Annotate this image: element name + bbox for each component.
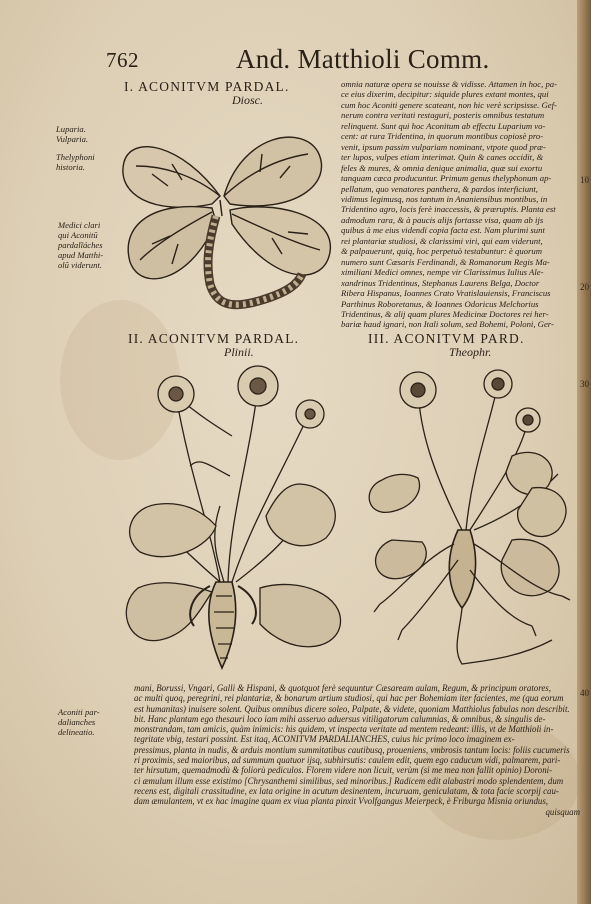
text-line: pressimus, planta in nudis, & arduis montium summitatibus cautibusq, proueniens, vmbrosis tantum locis: foliis cucumeris	[134, 744, 570, 755]
page-number: 762	[106, 48, 139, 72]
text-line: omnia naturæ opera se nouisse & vidisse. Attamen in hoc, pa-	[341, 79, 558, 89]
plant-woodcut-daisy-flowers-icon	[120, 356, 348, 676]
text-line: & palpauerunt, quiq, hoc perpetuò testabuntur: è quorum	[341, 246, 543, 257]
text-line: ter hirsutum, quemadmodù & foliorù pediculos. Florem videre non licuit, verùm (si me mea non fallit opinio) Doroni-	[134, 765, 553, 776]
text-line: tanquam cæca producuntur. Primum genus thelyphonum ap-	[341, 173, 552, 184]
text-line: bit. Hanc plantam ego thesauri loco iam mihi asseruo aduersus vitiligatorum calumnias, & omnibus, & singulis de-	[134, 713, 546, 724]
marginal-note-medici: Medici clari qui Aconitũ pardalĩáches apud Matthi- olũ viderunt.	[58, 220, 104, 270]
text-line: est humanitas) inuisere solent. Quibus omnibus dicere soleo, Palpate, & videte, quoniam Matthiolus fabulas non describit.	[134, 703, 570, 714]
text-line: ter lupos, vulpes etiam interimat. Quin & canes occidit, &	[341, 152, 544, 163]
marginal-note-delineatio: Aconiti par- dalianches delineatio.	[58, 707, 100, 737]
text-line: Tridentinus, & alij quam plures Medicinæ Doctores rei her-	[341, 308, 549, 319]
figure-2-caption: II. ACONITVM PARDAL.	[128, 331, 300, 346]
text-line: ce eius dixerim, decipitur: siquide plures extant montes, qui	[341, 89, 549, 100]
margin-number: 40	[580, 688, 589, 698]
text-line: nerum contra veritati restaguri, posteris omnibus testatum	[341, 110, 545, 121]
text-line: quisquam	[545, 806, 580, 817]
marginal-note-luparia: Luparia. Vulparia. Thelyphoni historia.	[56, 124, 95, 172]
margin-number: 30	[580, 379, 589, 389]
text-line: admodum rara, & à paucis alijs fortasse visa, quam ab ijs	[341, 214, 544, 225]
figure-3-caption: III. ACONITVM PARD.	[368, 331, 525, 346]
text-line: dam æmulantem, vt ex hac imagine quam ex viua planta pinxit Vvolfgangus Meierpeck, è Friburga Misnia oriundus,	[134, 796, 549, 807]
text-line: mani, Borussi, Vngari, Galli & Hispani, & quotquot ferè sequuntur Cæsaream aulam, Regum, & principum oratores,	[134, 683, 551, 693]
text-line: monstrandam, tam amicis, quàm inimicis: his quidem, vt inspecta veritate ad mentem redeant: illis, vt de Matthioli in-	[134, 724, 554, 735]
text-line: quibus à me eius videndi copia facta est. Nam plurimi sunt	[341, 225, 545, 236]
figure-1-caption: I. ACONITVM PARDAL.	[124, 79, 290, 94]
text-line: recens est, digitali crassitudine, ex lata origine in acutum desinentem, incuruam, geniculatam, & tota facie scorpij cau-	[134, 785, 559, 796]
figure-2-subcaption: Plinii.	[224, 345, 254, 359]
margin-number: 10	[580, 175, 589, 185]
text-line: feles & mures, & omnia denique animalia, quæ sui exortu	[341, 162, 543, 173]
text-line: Parthinus Roboretanus, & Ioannes Odoricus Melchorius	[341, 298, 539, 309]
text-line: tegritate vbig, testari possint. Est itaq, ACONITVM PARDALIANCHES, cuius hic primo loco imaginem ex-	[134, 734, 515, 745]
text-line: bariæ haud ignari, non Itali solum, sed Bohemi, Poloni, Ger-	[341, 319, 554, 330]
text-line: xandrinus Tridentinus, Stephanus Laurens Belga, Doctor	[341, 277, 540, 288]
text-line: ac multi quoq, peregrini, rei plantariæ, & bonarum artium studiosi, qui hac per Bohemiam iter facientes, me (qua eorum	[134, 693, 564, 704]
running-title: And. Matthioli Comm.	[236, 44, 490, 74]
text-line: numero sunt Cæsaris Ferdinandi, & Romanorum Regis Ma-	[341, 256, 550, 267]
text-line: Ribera Hispanus, Ioannes Crato Vratislauiensis, Franciscus	[341, 288, 551, 299]
text-line: vidimus legimusq, nos tantum in Ananiensibus montibus, in	[341, 193, 548, 204]
margin-number: 20	[580, 282, 589, 292]
text-line: Tridentino agro, locis ferè inaccessis, & præruptis. Planta est	[341, 204, 556, 215]
text-line: relinquent. Sunt qui hoc Aconitum ab effectu Luparium vo-	[341, 120, 546, 131]
bottom-text-block	[134, 683, 580, 817]
text-line: venit, ipsum passim vulpariam nominant, vtpote quod præ-	[341, 141, 546, 152]
text-line: ri proximis, sed maioribus, ad summum quatuor ijsq, subhirsutis: caulem edit, quem ego caducum vidi, palmarem, pari-	[134, 755, 561, 766]
text-line: cent: at rura Tridentina, in quorum montibus copiosè pro-	[341, 131, 544, 142]
text-line: ci æmulum illum esse existimo [Chrysanthemi similibus, sed minoribus.] Radicem edit alabastri modo splendentem, dum	[134, 775, 564, 786]
text-line: ximiliani Medici omnes, nempe vir Clarissimus Iulius Ale-	[341, 267, 544, 278]
plant-woodcut-broad-leaves-icon	[112, 104, 340, 322]
text-line: pellatum, quo venatores panthera, & pardos interficiunt,	[341, 183, 538, 194]
plant-woodcut-lobed-leaves-icon	[362, 360, 580, 672]
text-line: cum hoc Aconiti genere scateant, non hic verè scripsisse. Gef-	[341, 99, 557, 110]
right-text-column	[341, 79, 578, 330]
figure-1-subcaption: Diosc.	[232, 93, 263, 107]
text-line: rei plantariæ studiosi, & clarissimi viri, qui eam viderunt,	[341, 235, 543, 246]
figure-3-subcaption: Theophr.	[449, 345, 492, 359]
